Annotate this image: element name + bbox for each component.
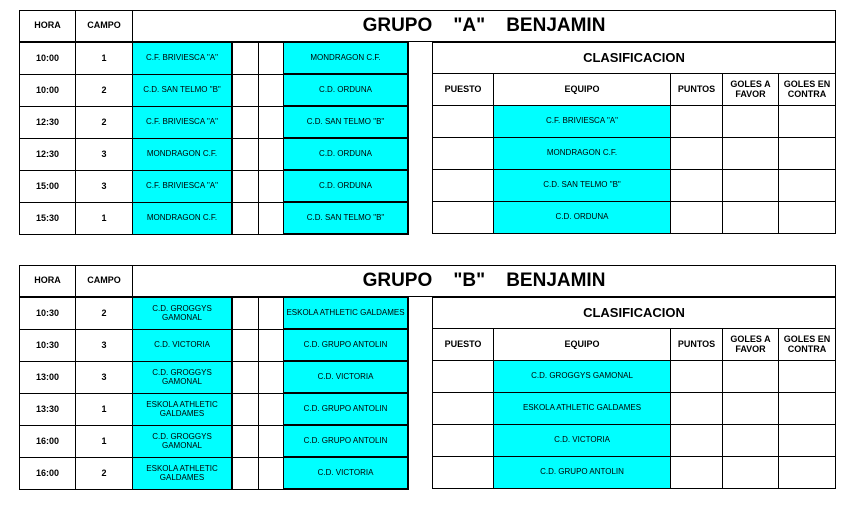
goles-favor-cell [722, 456, 779, 489]
goles-contra-cell [778, 360, 836, 393]
match-hora: 15:00 [19, 170, 76, 203]
puntos-cell [670, 137, 723, 170]
equipo-cell: C.D. GROGGYS GAMONAL [493, 360, 671, 393]
match-campo: 3 [75, 329, 133, 362]
puntos-header: PUNTOS [670, 328, 723, 361]
match-visitor-team: C.D. SAN TELMO "B" [283, 106, 409, 139]
match-campo: 3 [75, 138, 133, 171]
match-local-team: C.D. GROGGYS GAMONAL [132, 361, 233, 394]
match-local-score [232, 361, 259, 394]
match-visitor-score [258, 297, 284, 330]
match-campo: 1 [75, 202, 133, 235]
match-local-team: ESKOLA ATHLETIC GALDAMES [132, 457, 233, 490]
match-visitor-team: C.D. GRUPO ANTOLIN [283, 425, 409, 458]
puntos-header: PUNTOS [670, 73, 723, 106]
puntos-cell [670, 105, 723, 138]
match-local-score [232, 138, 259, 171]
goles-contra-cell [778, 424, 836, 457]
puesto-cell [432, 137, 494, 170]
match-local-team: C.D. VICTORIA [132, 329, 233, 362]
equipo-cell: C.D. VICTORIA [493, 424, 671, 457]
clasificacion-title: CLASIFICACION [432, 42, 836, 74]
match-visitor-score [258, 361, 284, 394]
match-visitor-score [258, 106, 284, 139]
puntos-cell [670, 169, 723, 202]
equipo-cell: C.F. BRIVIESCA "A" [493, 105, 671, 138]
match-campo: 1 [75, 425, 133, 458]
match-visitor-score [258, 457, 284, 490]
match-hora: 13:30 [19, 393, 76, 426]
goles-contra-header: GOLES EN CONTRA [778, 73, 836, 106]
goles-favor-cell [722, 105, 779, 138]
match-hora: 12:30 [19, 138, 76, 171]
match-campo: 2 [75, 457, 133, 490]
match-visitor-score [258, 138, 284, 171]
match-hora: 10:00 [19, 74, 76, 107]
goles-favor-cell [722, 360, 779, 393]
match-local-team: C.D. GROGGYS GAMONAL [132, 425, 233, 458]
campo-header: CAMPO [75, 265, 133, 297]
match-visitor-team: C.D. VICTORIA [283, 457, 409, 490]
equipo-cell: ESKOLA ATHLETIC GALDAMES [493, 392, 671, 425]
puntos-cell [670, 392, 723, 425]
equipo-cell: C.D. GRUPO ANTOLIN [493, 456, 671, 489]
match-campo: 3 [75, 361, 133, 394]
match-visitor-team: C.D. ORDUNA [283, 138, 409, 171]
match-visitor-team: MONDRAGON C.F. [283, 42, 409, 75]
match-local-score [232, 297, 259, 330]
match-visitor-score [258, 170, 284, 203]
puesto-cell [432, 201, 494, 234]
match-campo: 2 [75, 74, 133, 107]
match-local-team: MONDRAGON C.F. [132, 138, 233, 171]
match-visitor-team: C.D. GRUPO ANTOLIN [283, 329, 409, 362]
goles-contra-cell [778, 169, 836, 202]
match-local-team: C.F. BRIVIESCA "A" [132, 106, 233, 139]
puesto-header: PUESTO [432, 328, 494, 361]
match-local-score [232, 202, 259, 235]
match-local-score [232, 329, 259, 362]
match-campo: 2 [75, 106, 133, 139]
equipo-header: EQUIPO [493, 328, 671, 361]
puesto-cell [432, 392, 494, 425]
goles-contra-cell [778, 201, 836, 234]
match-local-score [232, 170, 259, 203]
puesto-cell [432, 456, 494, 489]
match-visitor-score [258, 425, 284, 458]
match-local-team: ESKOLA ATHLETIC GALDAMES [132, 393, 233, 426]
goles-favor-cell [722, 424, 779, 457]
match-local-team: C.F. BRIVIESCA "A" [132, 170, 233, 203]
match-hora: 10:30 [19, 329, 76, 362]
match-local-score [232, 393, 259, 426]
match-local-score [232, 425, 259, 458]
hora-header: HORA [19, 10, 76, 42]
match-hora: 10:00 [19, 42, 76, 75]
puntos-cell [670, 201, 723, 234]
match-visitor-team: C.D. ORDUNA [283, 74, 409, 107]
goles-contra-cell [778, 137, 836, 170]
match-hora: 15:30 [19, 202, 76, 235]
match-visitor-team: C.D. SAN TELMO "B" [283, 202, 409, 235]
match-visitor-score [258, 393, 284, 426]
match-local-team: C.F. BRIVIESCA "A" [132, 42, 233, 75]
clasificacion-title: CLASIFICACION [432, 297, 836, 329]
puesto-header: PUESTO [432, 73, 494, 106]
match-visitor-score [258, 202, 284, 235]
goles-contra-cell [778, 105, 836, 138]
match-hora: 10:30 [19, 297, 76, 330]
puesto-cell [432, 169, 494, 202]
campo-header: CAMPO [75, 10, 133, 42]
match-visitor-score [258, 42, 284, 75]
goles-contra-header: GOLES EN CONTRA [778, 328, 836, 361]
match-campo: 3 [75, 170, 133, 203]
puntos-cell [670, 456, 723, 489]
goles-contra-cell [778, 392, 836, 425]
match-visitor-team: C.D. ORDUNA [283, 170, 409, 203]
match-campo: 2 [75, 297, 133, 330]
match-visitor-team: C.D. GRUPO ANTOLIN [283, 393, 409, 426]
equipo-cell: C.D. ORDUNA [493, 201, 671, 234]
match-local-score [232, 42, 259, 75]
puntos-cell [670, 424, 723, 457]
match-hora: 13:00 [19, 361, 76, 394]
puesto-cell [432, 424, 494, 457]
match-campo: 1 [75, 393, 133, 426]
puesto-cell [432, 105, 494, 138]
group-title: GRUPO "A" BENJAMIN [362, 15, 606, 36]
equipo-cell: C.D. SAN TELMO "B" [493, 169, 671, 202]
match-visitor-team: ESKOLA ATHLETIC GALDAMES [283, 297, 409, 330]
match-local-score [232, 457, 259, 490]
match-hora: 12:30 [19, 106, 76, 139]
puesto-cell [432, 360, 494, 393]
match-visitor-score [258, 329, 284, 362]
match-local-score [232, 106, 259, 139]
goles-contra-cell [778, 456, 836, 489]
puntos-cell [670, 360, 723, 393]
match-hora: 16:00 [19, 425, 76, 458]
match-local-team: C.D. GROGGYS GAMONAL [132, 297, 233, 330]
goles-favor-cell [722, 201, 779, 234]
match-visitor-team: C.D. VICTORIA [283, 361, 409, 394]
match-local-team: MONDRAGON C.F. [132, 202, 233, 235]
match-local-team: C.D. SAN TELMO "B" [132, 74, 233, 107]
goles-favor-header: GOLES A FAVOR [722, 328, 779, 361]
match-campo: 1 [75, 42, 133, 75]
goles-favor-cell [722, 392, 779, 425]
equipo-cell: MONDRAGON C.F. [493, 137, 671, 170]
match-local-score [232, 74, 259, 107]
match-visitor-score [258, 74, 284, 107]
goles-favor-cell [722, 137, 779, 170]
goles-favor-header: GOLES A FAVOR [722, 73, 779, 106]
group-title: GRUPO "B" BENJAMIN [362, 270, 606, 291]
match-hora: 16:00 [19, 457, 76, 490]
hora-header: HORA [19, 265, 76, 297]
goles-favor-cell [722, 169, 779, 202]
equipo-header: EQUIPO [493, 73, 671, 106]
